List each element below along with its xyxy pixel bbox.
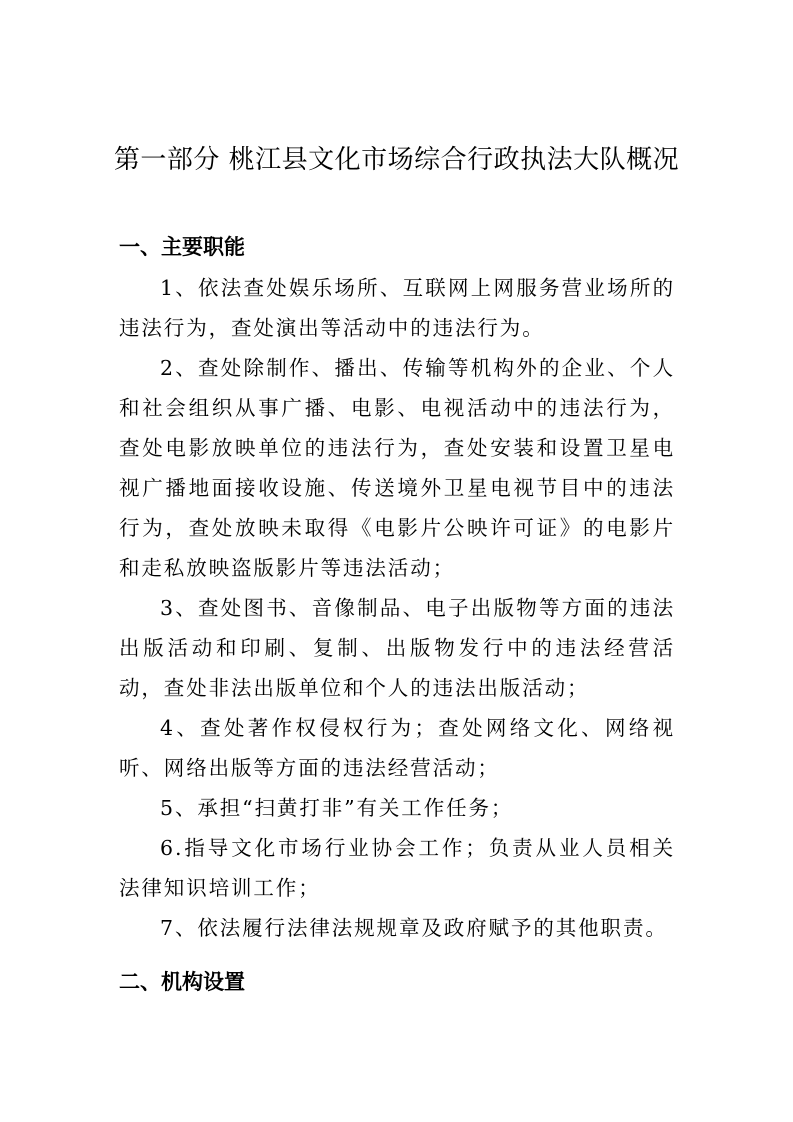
- paragraph: 5、承担“扫黄打非”有关工作任务；: [160, 796, 514, 820]
- paragraph: 1、依法查处娱乐场所、互联网上网服务营业场所的违法行为，查处演出等活动中的违法行为。: [119, 276, 675, 340]
- paragraph: 7、依法履行法律法规规章及政府赋予的其他职责。: [160, 916, 668, 940]
- paragraph: 4、查处著作权侵权行为；查处网络文化、网络视听、网络出版等方面的违法经营活动；: [119, 716, 675, 780]
- paragraph: 3、查处图书、音像制品、电子出版物等方面的违法出版活动和印刷、复制、出版物发行中的违法经营活动，查处非法出版单位和个人的违法出版活动；: [119, 596, 675, 700]
- section-heading-main-functions: 一、主要职能: [119, 235, 245, 259]
- paragraph: 2、查处除制作、播出、传输等机构外的企业、个人和社会组织从事广播、电影、电视活动中的违法行为，查处电影放映单位的违法行为，查处安装和设置卫星电视广播地面接收设施、传送境外卫星电视节目中的违法行为，查处放映未取得《电影片公映许可证》的电影片和走私放映盗版影片等违法活动；: [119, 356, 675, 580]
- section-body-main-functions: [119, 268, 675, 948]
- document-title: 第一部分 桃江县文化市场综合行政执法大队概况: [113, 145, 680, 175]
- section-heading-organization: 二、机构设置: [119, 970, 245, 994]
- paragraph: 6.指导文化市场行业协会工作；负责从业人员相关法律知识培训工作；: [119, 836, 675, 900]
